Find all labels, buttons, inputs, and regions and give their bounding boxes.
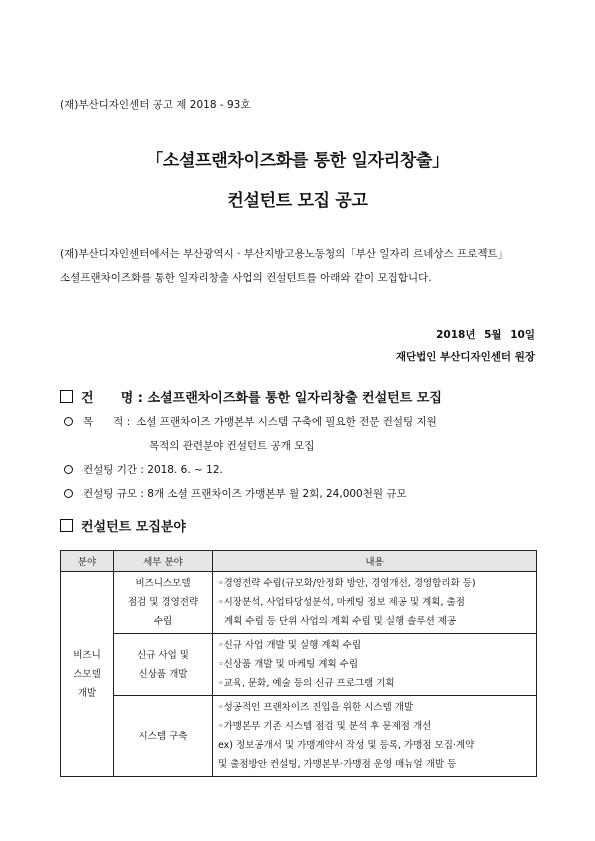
section-heading-title [60,387,442,406]
table-row [61,572,537,634]
checkbox-square-icon [60,390,73,403]
field-line: 스모델 [73,668,101,680]
field-cell [61,572,114,777]
header-cell-subfield: 세부 분야 [114,551,213,572]
header-cell-content: 내용 [213,551,537,572]
page-title: 「소셜프랜차이즈화를 통한 일자리창출」 [146,151,449,171]
subfield-cell [114,696,213,777]
content-line: ◦신상품 개발 및 마케팅 계획 수립 [218,659,359,670]
section-heading-text: 컨설턴트 모집분야 [81,520,186,535]
content-line: ex) 정보공개서 및 가맹계약서 작성 및 등록, 가맹점 모집·계약 [218,740,475,751]
period-text: 컨설팅 기간 : 2018. 6. ~ 12. [83,464,223,476]
content-line: ◦성공적인 프랜차이즈 진입을 위한 시스템 개발 [218,702,414,713]
table-header-row [61,551,537,572]
subfield-cell [114,572,213,634]
intro-line-1: (재)부산디자인센터에서는 부산광역시 · 부산지방고용노동청의「부산 일자리 르네상스 프로젝트」 [60,248,509,260]
section-heading-fields [60,516,186,535]
field-line: 비즈니 [73,649,101,661]
circle-bullet-icon [64,489,73,498]
header-cell-field: 분야 [61,551,114,572]
content-line: 계획 수립 등 단위 사업의 계획 수립 및 실행 솔루션 제공 [218,616,457,627]
table-row [61,634,537,696]
scale-item [64,486,407,501]
notice-number: (재)부산디자인센터 공고 제 2018 - 93호 [60,99,251,111]
purpose-label: 목 적 : [83,416,131,428]
period-item [64,462,223,477]
issuing-organization: 재단법인 부산디자인센터 원장 [395,351,535,363]
content-cell [213,572,537,634]
subfield-line: 점검 및 경영전략 [127,597,199,608]
circle-bullet-icon [64,465,73,474]
page-subtitle: 컨설턴트 모집 공고 [227,191,368,211]
checkbox-square-icon [60,519,73,532]
recruitment-fields-table [60,550,537,777]
section-heading-text: 건 명 : 소셜프랜차이즈화를 통한 일자리창출 컨설턴트 모집 [81,391,442,406]
table-row [61,696,537,777]
field-line: 개발 [77,687,97,699]
subfield-line: 수립 [153,616,173,627]
subfield-line: 신규 사업 및 [137,649,189,661]
circle-bullet-icon [64,417,73,426]
intro-line-2: 소셜프랜차이즈화를 통한 일자리창출 사업의 컨설턴트를 아래와 같이 모집합니다. [60,272,432,284]
notice-date: 2018년 5월 10일 [436,329,535,341]
subfield-line: 신상품 개발 [138,668,188,680]
content-line: ◦교육, 문화, 예술 등의 신규 프로그램 기획 [218,678,395,689]
purpose-text-line-1: 소셜 프랜차이즈 가맹본부 시스템 구축에 필요한 전문 컨설팅 지원 [136,416,437,428]
content-line: ◦신규 사업 개발 및 실행 계획 수립 [218,640,362,651]
purpose-item-continued [149,438,315,453]
content-cell [213,634,537,696]
content-cell [213,696,537,777]
content-line: ◦시장분석, 사업타당성분석, 마케팅 정보 제공 및 계획, 출점 [218,597,465,608]
subfield-line: 시스템 구축 [138,730,188,742]
content-line: 및 출점방안 컨설팅, 가맹본부·가맹점 운영 매뉴얼 개발 등 [218,759,457,770]
content-line: ◦가맹본부 기존 시스템 점검 및 분석 후 문제점 개선 [218,721,432,732]
scale-text: 컨설팅 규모 : 8개 소셜 프랜차이즈 가맹본부 월 2회, 24,000천원 규모 [83,488,407,500]
content-line: ◦경영전략 수립(규모화/안정화 방안, 경영개선, 경영합리화 등) [218,578,476,589]
subfield-line: 비즈니스모델 [135,578,191,589]
purpose-text-line-2: 목적의 관련분야 컨설턴트 공개 모집 [149,440,315,452]
purpose-item [64,414,437,429]
subfield-cell [114,634,213,696]
